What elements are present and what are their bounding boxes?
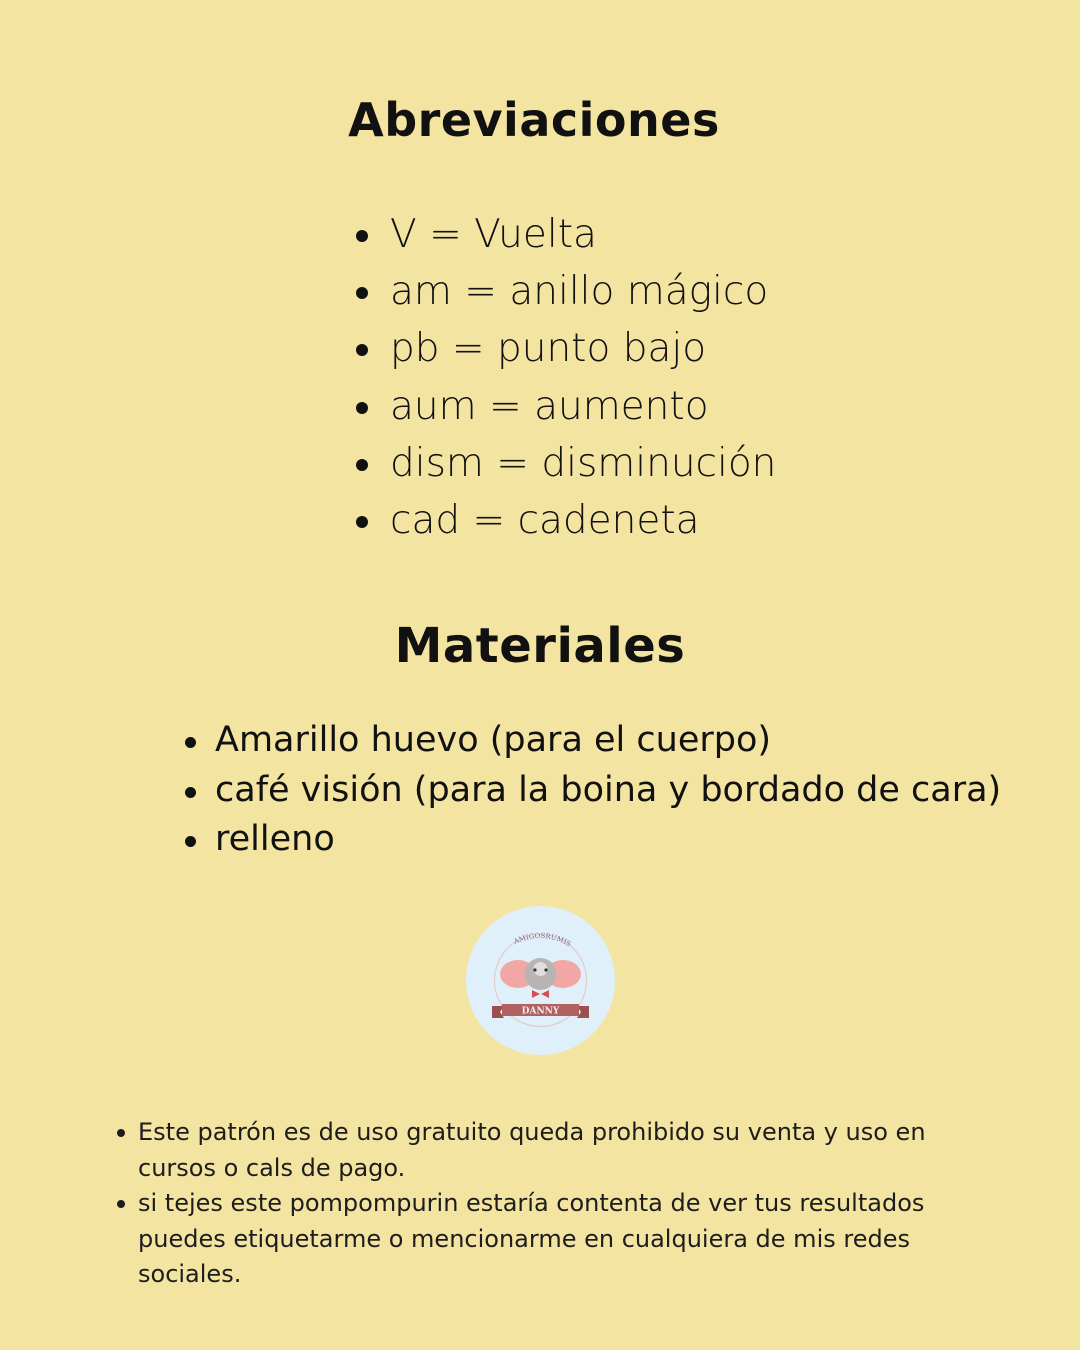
materials-list xyxy=(215,716,1001,865)
abbreviation-item: aum = aumento xyxy=(390,378,776,435)
material-item: relleno xyxy=(215,815,1001,865)
note-item: Este patrón es de uso gratuito queda prohibido su venta y uso en cursos o cals de pago. xyxy=(138,1115,938,1186)
left-eye xyxy=(533,968,536,971)
logo-illustration xyxy=(466,906,615,1055)
note-item: si tejes este pompompurin estaría contenta de ver tus resultados puedes etiquetarme o mencionarme en cualquiera de mis redes sociales. xyxy=(138,1186,938,1293)
material-item: café visión (para la boina y bordado de cara) xyxy=(215,766,1001,816)
abbreviation-item: am = anillo mágico xyxy=(390,263,776,320)
bow-right xyxy=(541,990,549,998)
abbreviations-title: Abreviaciones xyxy=(348,93,720,147)
logo-top-text: AMIGOSRUMIS xyxy=(512,931,573,949)
abbreviations-list xyxy=(390,206,776,549)
material-item: Amarillo huevo (para el cuerpo) xyxy=(215,716,1001,766)
bow-left xyxy=(532,990,540,998)
abbreviation-item: V = Vuelta xyxy=(390,206,776,263)
materials-title: Materiales xyxy=(394,618,686,674)
abbreviation-item: cad = cadeneta xyxy=(390,492,776,549)
right-eye xyxy=(544,968,547,971)
notes-list xyxy=(138,1115,938,1293)
abbreviation-item: pb = punto bajo xyxy=(390,320,776,377)
brand-logo xyxy=(466,906,615,1055)
logo-banner-text: DANNY xyxy=(521,1006,560,1017)
abbreviation-item: dism = disminución xyxy=(390,435,776,492)
